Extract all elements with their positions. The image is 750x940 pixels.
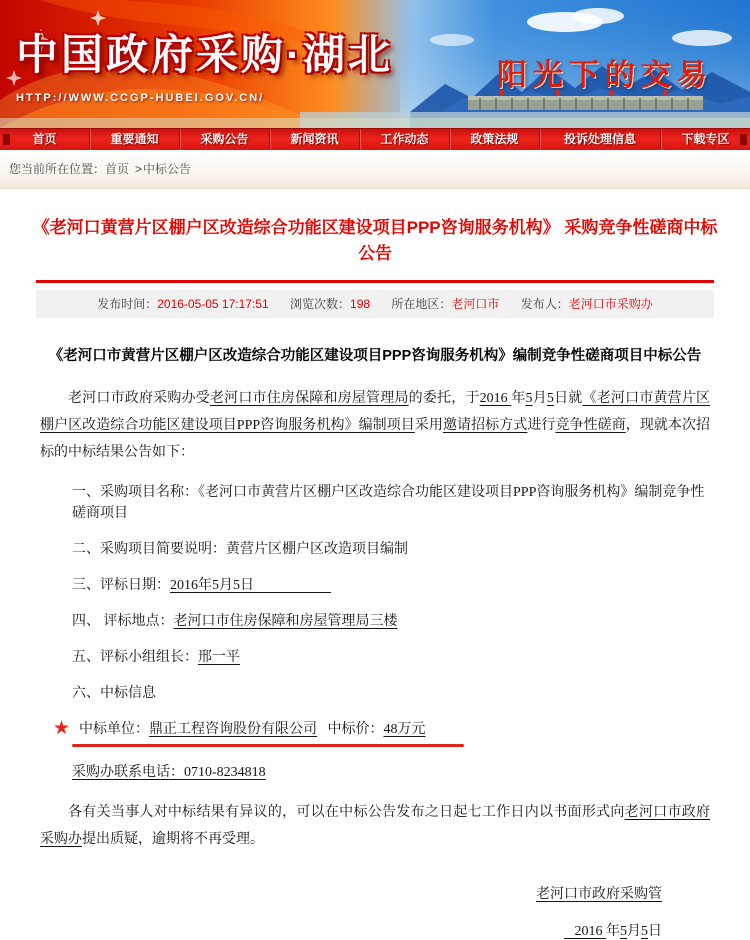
breadcrumb-current: 中标公告: [143, 162, 192, 176]
site-url: HTTP://WWW.CCGP-HUBEI.GOV.CN/: [16, 92, 265, 104]
nav-item-procurement-announcements[interactable]: 采购公告: [179, 129, 269, 150]
site-brand: [16, 22, 393, 104]
item-award-info: 六、中标信息: [72, 685, 156, 701]
item-evaluation-leader: 五、评标小组组长：邢一平: [72, 649, 240, 665]
main-nav: [0, 128, 750, 150]
nav-item-important-notices[interactable]: 重要通知: [89, 129, 179, 150]
intro-paragraph: 老河口市政府采购办受老河口市住房保障和房屋管理局的委托，于2016 年5月5日就《老河口市黄营片区棚户区改造综合功能区建设项目PPP咨询服务机构》编制项目采用邀请招标方式进行竞争性磋商，现就本次招标的中标结果公告如下：: [40, 390, 711, 461]
item-evaluation-date: 三、评标日期：2016年5月5日: [72, 577, 254, 593]
award-text: 中标单位：鼎正工程咨询股份有限公司 中标价：48万元: [79, 721, 426, 737]
breadcrumb: [0, 150, 750, 189]
item-project-name: 一、采购项目名称：《老河口市黄营片区棚户区改造综合功能区建设项目PPP咨询服务机构》编制竞争性磋商项目: [72, 484, 705, 521]
award-highlight-line: [53, 717, 426, 747]
title-divider: [36, 280, 714, 283]
article-meta-bar: [36, 290, 714, 318]
page-title: 《老河口黄营片区棚户区改造综合功能区建设项目PPP咨询服务机构》 采购竞争性磋商中标公告: [32, 218, 718, 264]
nav-item-complaint-handling[interactable]: 投诉处理信息: [539, 129, 660, 150]
item-evaluation-location: 四、 评标地点：老河口市住房保障和房屋管理局三楼: [72, 613, 398, 629]
announcement-document: [0, 318, 750, 940]
nav-item-home[interactable]: 首页: [32, 132, 57, 146]
meta-publish-time: 发布时间：2016-05-05 17:17:51: [97, 296, 269, 311]
document-heading: 《老河口市黄营片区棚户区改造综合功能区建设项目PPP咨询服务机构》编制竞争性磋商项目中标公告: [48, 347, 702, 364]
breadcrumb-home-link[interactable]: 首页: [105, 162, 130, 176]
site-title: 中国政府采购·湖北: [16, 31, 393, 78]
site-banner: [0, 0, 750, 128]
signature-organization: 老河口市政府采购管: [536, 887, 662, 903]
meta-view-count: 浏览次数：198: [290, 296, 371, 311]
nav-item-work-updates[interactable]: 工作动态: [359, 129, 449, 150]
content-area: [0, 215, 750, 940]
nav-item-news[interactable]: 新闻资讯: [269, 129, 359, 150]
star-icon: ★: [53, 717, 71, 739]
contact-phone-line: 采购办联系电话：0710-8234818: [72, 764, 266, 780]
closing-paragraph: 各有关当事人对中标结果有异议的，可以在中标公告发布之日起七工作日内以书面形式向老河口市政府采购办提出质疑，逾期将不再受理。: [40, 804, 711, 847]
signature-date: 2016 年5月5日: [564, 924, 662, 940]
meta-region: 所在地区：老河口市: [391, 296, 500, 311]
meta-publisher: 发布人：老河口市采购办: [520, 296, 653, 311]
item-project-summary: 二、采购项目简要说明：黄营片区棚户区改造项目编制: [72, 541, 408, 557]
nav-item-policies-regulations[interactable]: 政策法规: [449, 129, 539, 150]
breadcrumb-separator: >: [135, 162, 143, 176]
breadcrumb-prefix: 您当前所在位置：: [9, 162, 106, 176]
nav-item-downloads[interactable]: 下载专区: [660, 129, 750, 150]
site-slogan: 阳光下的交易: [497, 59, 713, 92]
